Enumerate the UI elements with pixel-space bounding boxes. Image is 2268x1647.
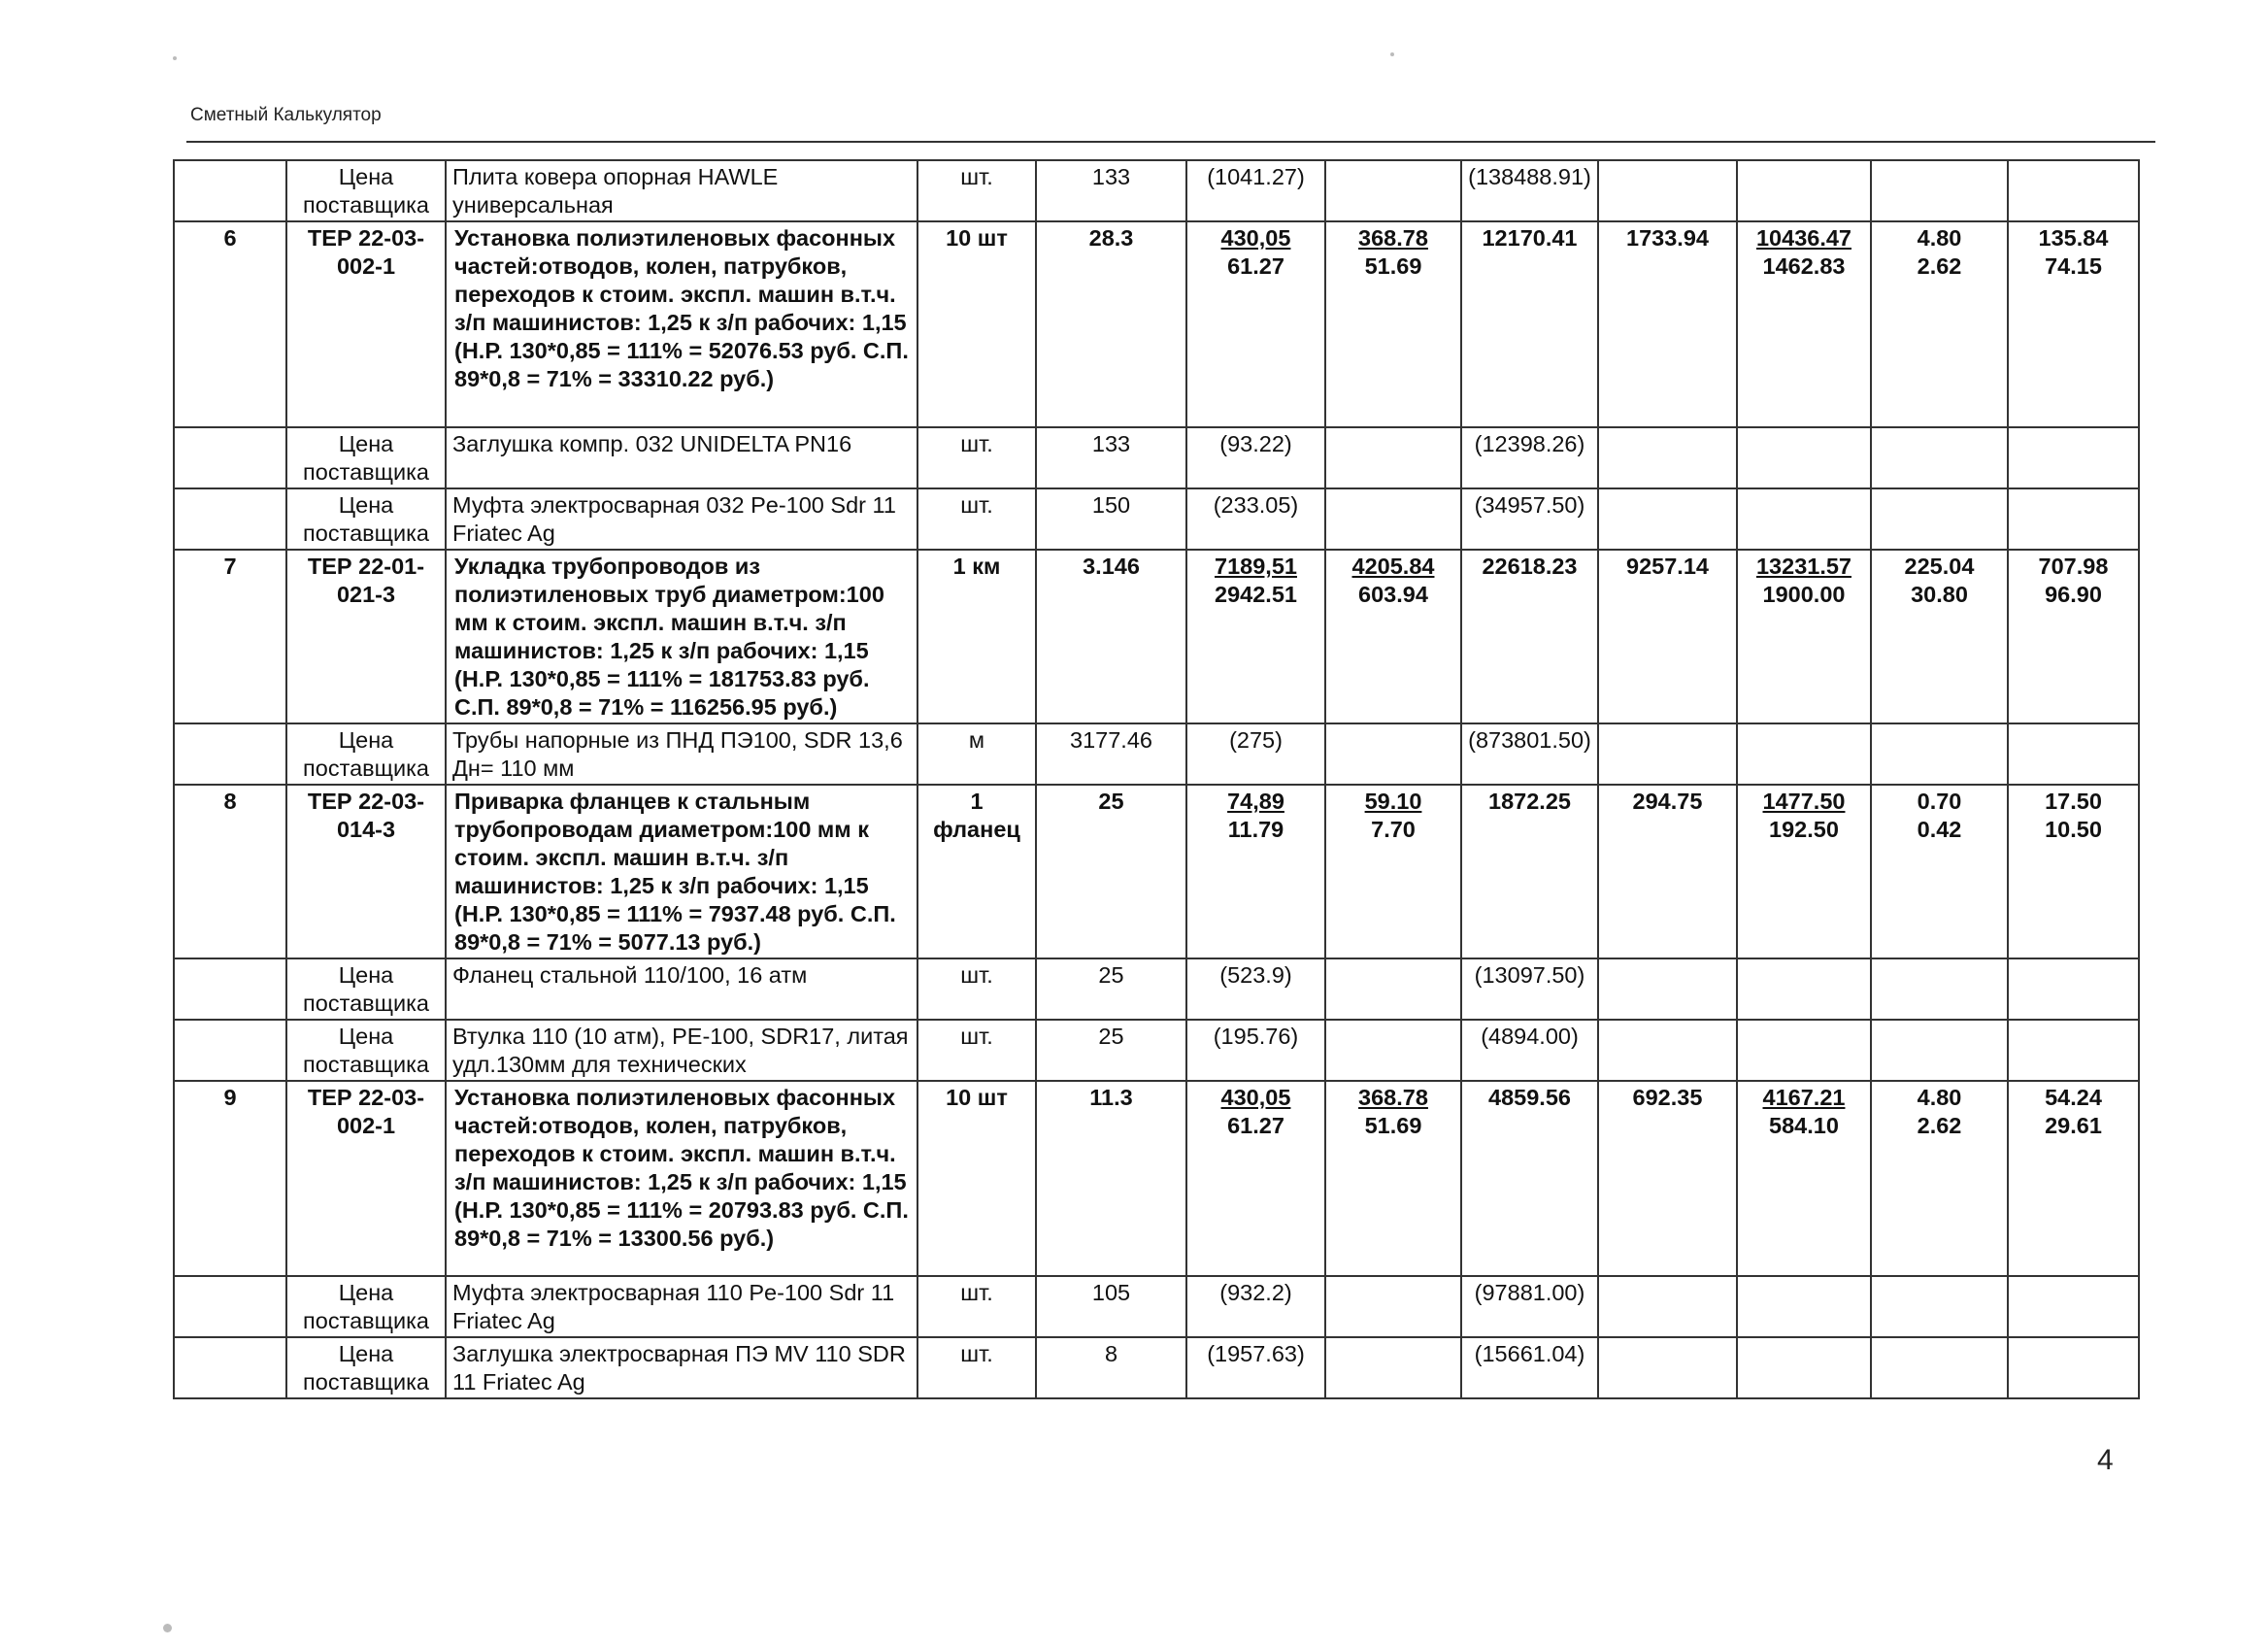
unit-value: шт.	[960, 1280, 993, 1305]
row-number	[174, 723, 286, 785]
material-description-value: Заглушка компр. 032 UNIDELTA PN16	[452, 431, 852, 456]
rate-code-value: ТЕР 22-03-002-1	[307, 225, 425, 279]
material-description-value: Муфта электросварная 032 Pe-100 Sdr 11 Friatec Ag	[452, 492, 896, 546]
material-description	[446, 160, 917, 221]
total-cost-value: (97881.00)	[1474, 1280, 1585, 1305]
machine-total	[1737, 723, 1871, 785]
row-number-value: 7	[223, 554, 237, 579]
labor-total	[2008, 1337, 2139, 1398]
row-number	[174, 1081, 286, 1276]
unit-price	[1186, 550, 1325, 723]
unit-value: 10 шт	[946, 1085, 1008, 1110]
unit-price	[1186, 1276, 1325, 1337]
unit-price-value: 74,89	[1227, 789, 1284, 814]
unit	[917, 723, 1036, 785]
total-cost	[1461, 1081, 1598, 1276]
estimate-table-body	[174, 160, 2139, 1398]
work-description-value: Укладка трубопроводов из полиэтиленовых труб диаметром:100 мм к стоим. экспл. машин в.т.ч. з/п машинистов: 1,25 к з/п рабочих: 1,15 (Н.Р. 130*0,85 = 111% = 181753.83 руб. С.П. 89*0,8 = 71% = 116256.95 руб.)	[454, 554, 884, 720]
wage-cost	[1598, 958, 1737, 1020]
unit-price	[1186, 785, 1325, 958]
unit-value: шт.	[960, 492, 993, 518]
wage-cost	[1598, 1020, 1737, 1081]
work-description	[446, 550, 917, 723]
unit-price	[1186, 723, 1325, 785]
rate-code-value: ТЕР 22-03-002-1	[307, 1085, 425, 1138]
total-cost-value: 4859.56	[1488, 1085, 1571, 1110]
labor-unit	[1871, 427, 2008, 488]
machine-cost-value: 51.69	[1364, 1113, 1422, 1138]
labor-unit	[1871, 1020, 2008, 1081]
quantity-value: 25	[1098, 962, 1124, 988]
total-cost-value: (13097.50)	[1474, 962, 1585, 988]
labor-unit-value: 30.80	[1911, 582, 1968, 607]
material-description-value: Заглушка электросварная ПЭ MV 110 SDR 11 Friatec Ag	[452, 1341, 906, 1395]
quantity-value: 25	[1098, 789, 1124, 814]
labor-total	[2008, 785, 2139, 958]
total-cost	[1461, 785, 1598, 958]
machine-total-value: 1900.00	[1762, 582, 1846, 607]
unit	[917, 160, 1036, 221]
unit-price	[1186, 1081, 1325, 1276]
material-description	[446, 1276, 917, 1337]
unit-price	[1186, 221, 1325, 427]
quantity	[1036, 723, 1186, 785]
wage-cost	[1598, 785, 1737, 958]
wage-cost	[1598, 427, 1737, 488]
machine-cost-value: 7.70	[1371, 817, 1416, 842]
machine-total-value: 192.50	[1769, 817, 1839, 842]
unit-price-value: (523.9)	[1219, 962, 1292, 988]
material-description	[446, 427, 917, 488]
rate-code	[286, 785, 446, 958]
total-cost	[1461, 1337, 1598, 1398]
rate-code	[286, 488, 446, 550]
work-description-value: Приварка фланцев к стальным трубопроводам диаметром:100 мм к стоим. экспл. машин в.т.ч. з/п машинистов: 1,25 к з/п рабочих: 1,15 (Н.Р. 130*0,85 = 111% = 7937.48 руб. С.П. 89*0,8 = 71% = 5077.13 руб.)	[454, 789, 896, 955]
quantity-value: 133	[1091, 431, 1131, 456]
wage-cost	[1598, 160, 1737, 221]
machine-cost	[1325, 1020, 1461, 1081]
quantity	[1036, 785, 1186, 958]
quantity-value: 11.3	[1089, 1085, 1133, 1110]
labor-total-value: 74.15	[2045, 253, 2102, 279]
page-number: 4	[2097, 1444, 2114, 1476]
labor-total	[2008, 723, 2139, 785]
wage-cost-value: 294.75	[1632, 789, 1703, 814]
table-row	[174, 1020, 2139, 1081]
labor-unit-value: 4.80	[1917, 225, 1962, 251]
unit-price-value: (275)	[1229, 727, 1283, 753]
wage-cost	[1598, 1337, 1737, 1398]
machine-total	[1737, 958, 1871, 1020]
machine-total	[1737, 221, 1871, 427]
total-cost-value: 12170.41	[1482, 225, 1578, 251]
labor-unit	[1871, 1337, 2008, 1398]
rate-code-value: Цена поставщика	[303, 431, 429, 485]
document-header-title: Сметный Калькулятор	[190, 105, 382, 125]
unit	[917, 958, 1036, 1020]
total-cost	[1461, 550, 1598, 723]
unit-value: 1 фланец	[933, 789, 1020, 842]
unit-price-value: (1957.63)	[1207, 1341, 1305, 1366]
quantity-value: 133	[1091, 164, 1131, 189]
quantity	[1036, 1337, 1186, 1398]
total-cost-value: (4894.00)	[1481, 1024, 1579, 1049]
unit-value: 10 шт	[946, 225, 1008, 251]
unit-price-value: (233.05)	[1213, 492, 1299, 518]
wage-cost	[1598, 221, 1737, 427]
labor-unit	[1871, 488, 2008, 550]
quantity	[1036, 1276, 1186, 1337]
labor-total	[2008, 160, 2139, 221]
labor-unit-value: 225.04	[1904, 554, 1975, 579]
unit-price	[1186, 1337, 1325, 1398]
scan-speck	[163, 1624, 172, 1632]
unit	[917, 550, 1036, 723]
quantity-value: 28.3	[1088, 225, 1134, 251]
row-number	[174, 1276, 286, 1337]
work-description	[446, 221, 917, 427]
machine-cost	[1325, 723, 1461, 785]
quantity	[1036, 488, 1186, 550]
labor-total-value: 17.50	[2045, 789, 2102, 814]
rate-code	[286, 427, 446, 488]
total-cost	[1461, 1276, 1598, 1337]
total-cost	[1461, 160, 1598, 221]
material-description-value: Плита ковера опорная HAWLE универсальная	[452, 164, 779, 218]
unit	[917, 427, 1036, 488]
quantity-value: 3.146	[1083, 554, 1140, 579]
machine-cost	[1325, 1081, 1461, 1276]
labor-total-value: 29.61	[2045, 1113, 2102, 1138]
table-row	[174, 958, 2139, 1020]
machine-total	[1737, 785, 1871, 958]
rate-code	[286, 221, 446, 427]
labor-total	[2008, 221, 2139, 427]
table-row	[174, 221, 2139, 427]
rate-code	[286, 550, 446, 723]
rate-code	[286, 958, 446, 1020]
unit-price	[1186, 958, 1325, 1020]
row-number-value: 8	[223, 789, 237, 814]
machine-total	[1737, 550, 1871, 723]
unit-price	[1186, 427, 1325, 488]
total-cost-value: (873801.50)	[1468, 727, 1591, 753]
row-number	[174, 427, 286, 488]
machine-cost	[1325, 488, 1461, 550]
row-number	[174, 1337, 286, 1398]
quantity	[1036, 1081, 1186, 1276]
machine-total-value: 1477.50	[1762, 789, 1846, 814]
machine-cost	[1325, 1337, 1461, 1398]
labor-total-value: 96.90	[2045, 582, 2102, 607]
material-description	[446, 723, 917, 785]
unit-value: м	[968, 727, 985, 753]
material-description	[446, 1337, 917, 1398]
labor-unit-value: 4.80	[1917, 1085, 1962, 1110]
unit	[917, 1276, 1036, 1337]
rate-code-value: ТЕР 22-03-014-3	[307, 789, 425, 842]
machine-total	[1737, 1337, 1871, 1398]
labor-total	[2008, 427, 2139, 488]
row-number	[174, 958, 286, 1020]
labor-unit	[1871, 221, 2008, 427]
unit-price-value: 2942.51	[1215, 582, 1297, 607]
labor-unit	[1871, 958, 2008, 1020]
wage-cost-value: 1733.94	[1626, 225, 1709, 251]
work-description-value: Установка полиэтиленовых фасонных частей:отводов, колен, патрубков, переходов к стоим. экспл. машин в.т.ч. з/п машинистов: 1,25 к з/п рабочих: 1,15 (Н.Р. 130*0,85 = 111% = 20793.83 руб. С.П. 89*0,8 = 71% = 13300.56 руб.)	[454, 1085, 909, 1251]
machine-total-value: 1462.83	[1762, 253, 1846, 279]
quantity	[1036, 1020, 1186, 1081]
quantity-value: 105	[1091, 1280, 1131, 1305]
table-row	[174, 550, 2139, 723]
work-description	[446, 1081, 917, 1276]
unit-price-value: 61.27	[1227, 1113, 1284, 1138]
labor-unit-value: 0.42	[1917, 817, 1962, 842]
unit	[917, 488, 1036, 550]
quantity	[1036, 160, 1186, 221]
row-number	[174, 1020, 286, 1081]
wage-cost-value: 692.35	[1632, 1085, 1703, 1110]
unit	[917, 1020, 1036, 1081]
row-number-value: 9	[223, 1085, 237, 1110]
material-description-value: Муфта электросварная 110 Pe-100 Sdr 11 Friatec Ag	[452, 1280, 895, 1333]
machine-cost-value: 368.78	[1358, 1085, 1428, 1110]
total-cost-value: (34957.50)	[1474, 492, 1585, 518]
labor-total	[2008, 1276, 2139, 1337]
total-cost-value: (12398.26)	[1474, 431, 1585, 456]
machine-total	[1737, 160, 1871, 221]
machine-cost	[1325, 785, 1461, 958]
table-row	[174, 785, 2139, 958]
row-number-value: 6	[223, 225, 237, 251]
labor-unit	[1871, 1081, 2008, 1276]
unit-value: 1 км	[952, 554, 1001, 579]
unit-price-value: 11.79	[1227, 817, 1284, 842]
machine-cost-value: 603.94	[1358, 582, 1428, 607]
machine-total-value: 4167.21	[1762, 1085, 1846, 1110]
machine-total-value: 584.10	[1769, 1113, 1839, 1138]
material-description-value: Втулка 110 (10 атм), PE-100, SDR17, литая удл.130мм для технических	[452, 1024, 909, 1077]
quantity	[1036, 427, 1186, 488]
labor-total-value: 707.98	[2038, 554, 2109, 579]
rate-code-value: Цена поставщика	[303, 1341, 429, 1395]
rate-code	[286, 1276, 446, 1337]
total-cost	[1461, 488, 1598, 550]
unit-price-value: (1041.27)	[1207, 164, 1305, 189]
rate-code-value: Цена поставщика	[303, 1024, 429, 1077]
unit-price-value: 430,05	[1220, 225, 1291, 251]
wage-cost	[1598, 488, 1737, 550]
rate-code	[286, 1020, 446, 1081]
total-cost-value: (138488.91)	[1468, 164, 1591, 189]
unit-price-value: 430,05	[1220, 1085, 1291, 1110]
machine-total	[1737, 1020, 1871, 1081]
estimate-table	[173, 159, 2140, 1399]
quantity	[1036, 550, 1186, 723]
machine-cost-value: 59.10	[1364, 789, 1422, 814]
unit-value: шт.	[960, 1024, 993, 1049]
labor-total	[2008, 1081, 2139, 1276]
machine-cost	[1325, 221, 1461, 427]
labor-unit-value: 2.62	[1917, 1113, 1962, 1138]
unit	[917, 785, 1036, 958]
row-number	[174, 160, 286, 221]
labor-total	[2008, 958, 2139, 1020]
labor-total	[2008, 488, 2139, 550]
table-row	[174, 1081, 2139, 1276]
row-number	[174, 785, 286, 958]
row-number	[174, 488, 286, 550]
machine-total-value: 10436.47	[1755, 225, 1852, 251]
unit-value: шт.	[960, 1341, 993, 1366]
scan-speck	[173, 56, 177, 60]
unit-price-value: (93.22)	[1219, 431, 1292, 456]
unit-price-value: (195.76)	[1213, 1024, 1299, 1049]
rate-code-value: Цена поставщика	[303, 492, 429, 546]
labor-total	[2008, 550, 2139, 723]
material-description-value: Трубы напорные из ПНД ПЭ100, SDR 13,6 Дн= 110 мм	[452, 727, 903, 781]
table-row	[174, 488, 2139, 550]
labor-unit	[1871, 785, 2008, 958]
wage-cost	[1598, 550, 1737, 723]
labor-total-value: 10.50	[2045, 817, 2102, 842]
rate-code	[286, 1337, 446, 1398]
unit	[917, 1337, 1036, 1398]
wage-cost-value: 9257.14	[1626, 554, 1709, 579]
machine-cost-value: 368.78	[1358, 225, 1428, 251]
total-cost	[1461, 427, 1598, 488]
total-cost	[1461, 1020, 1598, 1081]
unit-value: шт.	[960, 962, 993, 988]
quantity-value: 150	[1091, 492, 1131, 518]
material-description	[446, 1020, 917, 1081]
row-number	[174, 221, 286, 427]
rate-code-value: Цена поставщика	[303, 727, 429, 781]
row-number	[174, 550, 286, 723]
labor-unit	[1871, 160, 2008, 221]
unit-value: шт.	[960, 431, 993, 456]
quantity-value: 3177.46	[1070, 727, 1152, 753]
rate-code-value: Цена поставщика	[303, 164, 429, 218]
unit-price-value: (932.2)	[1219, 1280, 1292, 1305]
labor-unit	[1871, 1276, 2008, 1337]
work-description	[446, 785, 917, 958]
rate-code-value: Цена поставщика	[303, 1280, 429, 1333]
table-row	[174, 723, 2139, 785]
unit-price	[1186, 160, 1325, 221]
unit	[917, 221, 1036, 427]
rate-code	[286, 723, 446, 785]
total-cost	[1461, 958, 1598, 1020]
wage-cost	[1598, 723, 1737, 785]
machine-cost	[1325, 427, 1461, 488]
machine-cost	[1325, 160, 1461, 221]
labor-unit-value: 2.62	[1917, 253, 1962, 279]
labor-unit	[1871, 550, 2008, 723]
scan-speck	[1390, 52, 1394, 56]
machine-total	[1737, 1276, 1871, 1337]
total-cost-value: (15661.04)	[1474, 1341, 1585, 1366]
labor-total-value: 135.84	[2038, 225, 2109, 251]
quantity-value: 25	[1098, 1024, 1124, 1049]
machine-cost	[1325, 958, 1461, 1020]
labor-total	[2008, 1020, 2139, 1081]
rate-code	[286, 160, 446, 221]
machine-cost	[1325, 1276, 1461, 1337]
wage-cost	[1598, 1081, 1737, 1276]
header-divider	[186, 141, 2155, 143]
total-cost-value: 1872.25	[1488, 789, 1571, 814]
material-description-value: Фланец стальной 110/100, 16 атм	[452, 962, 808, 988]
rate-code-value: Цена поставщика	[303, 962, 429, 1016]
machine-cost-value: 4205.84	[1351, 554, 1435, 579]
total-cost	[1461, 221, 1598, 427]
quantity-value: 8	[1104, 1341, 1118, 1366]
labor-total-value: 54.24	[2045, 1085, 2102, 1110]
material-description	[446, 488, 917, 550]
unit-value: шт.	[960, 164, 993, 189]
machine-total	[1737, 1081, 1871, 1276]
labor-unit-value: 0.70	[1917, 789, 1962, 814]
rate-code	[286, 1081, 446, 1276]
machine-cost-value: 51.69	[1364, 253, 1422, 279]
unit-price	[1186, 1020, 1325, 1081]
wage-cost	[1598, 1276, 1737, 1337]
unit-price-value: 7189,51	[1215, 554, 1297, 579]
labor-unit	[1871, 723, 2008, 785]
work-description-value: Установка полиэтиленовых фасонных частей:отводов, колен, патрубков, переходов к стоим. экспл. машин в.т.ч. з/п машинистов: 1,25 к з/п рабочих: 1,15 (Н.Р. 130*0,85 = 111% = 52076.53 руб. С.П. 89*0,8 = 71% = 33310.22 руб.)	[454, 225, 909, 391]
total-cost-value: 22618.23	[1482, 554, 1578, 579]
machine-total	[1737, 427, 1871, 488]
table-row	[174, 160, 2139, 221]
quantity	[1036, 221, 1186, 427]
machine-total	[1737, 488, 1871, 550]
total-cost	[1461, 723, 1598, 785]
unit-price	[1186, 488, 1325, 550]
material-description	[446, 958, 917, 1020]
quantity	[1036, 958, 1186, 1020]
unit-price-value: 61.27	[1227, 253, 1284, 279]
table-row	[174, 427, 2139, 488]
machine-cost	[1325, 550, 1461, 723]
unit	[917, 1081, 1036, 1276]
table-row	[174, 1276, 2139, 1337]
machine-total-value: 13231.57	[1755, 554, 1852, 579]
rate-code-value: ТЕР 22-01-021-3	[307, 554, 425, 607]
table-row	[174, 1337, 2139, 1398]
